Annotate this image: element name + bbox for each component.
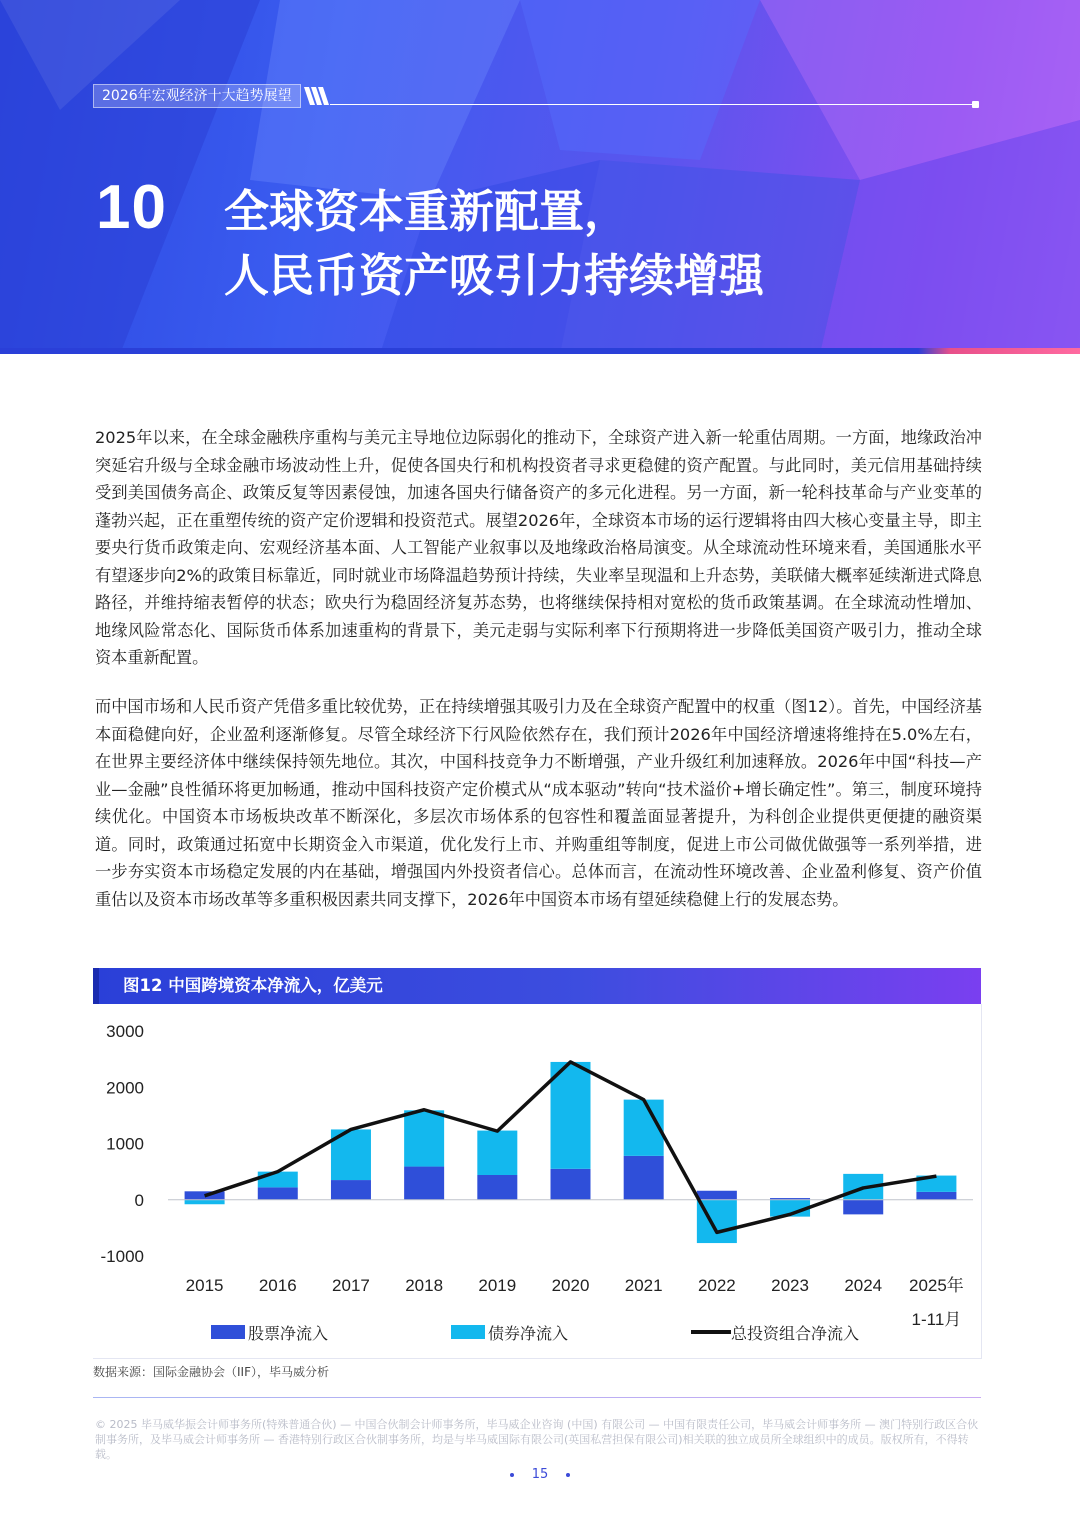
- x-tick-label: 2025年: [908, 1276, 964, 1295]
- x-tick-label: 2020: [551, 1276, 590, 1295]
- stock-bar: [258, 1187, 298, 1199]
- legend-swatch-stock: [211, 1325, 245, 1339]
- page-number: 15: [531, 1467, 549, 1482]
- body-paragraph-2: 而中国市场和人民币资产凭借多重比较优势，正在持续增强其吸引力及在全球资产配置中的权重（图12）。首先，中国经济基本面稳健向好，企业盈利逐渐修复。尽管全球经济下行风险依然存在，我们预计2026年中国经济增速将维持在5.0%左右，在世界主要经济体中继续保持领先地位。其次，中国科技竞争力不断增强，产业升级红利加速释放。2026年中国“科技—产业—金融”良性循环将更加畅通，推动中国科技资产定价模式从“成本驱动”转向“技术溢价+增长确定性”。第三，制度环境持续优化。中国资本市场板块改革不断深化，多层次市场体系的包容性和覆盖面显著提升，为科创企业提供更便捷的融资渠道。同时，政策通过拓宽中长期资金入市渠道，优化发行上市、并购重组等制度，促进上市公司做优做强等一系列举措，进一步夯实资本市场稳定发展的内在基础，增强国内外投资者信心。总体而言，在流动性环境改善、企业盈利修复、资产价值重估以及资本市场改革等多重积极因素共同支撑下，2026年中国资本市场有望延续稳健上行的发展态势。: [95, 697, 982, 909]
- bond-bar: [404, 1110, 444, 1166]
- bond-bar: [477, 1131, 517, 1175]
- footer-copyright: © 2025 毕马威华振会计师事务所(特殊普通合伙) — 中国合伙制会计师事务所，毕马威企业咨询 (中国) 有限公司 — 中国有限责任公司，毕马威会计师事务所 — 澳门特别行政区合伙制事务所，及毕马威会计师事务所 — 香港特别行政区合伙制事务所，均是与毕马威国际有限公司(英国私营担保有限公司)相关联的独立成员所全球组织中的成员。版权所有，不得转载。: [95, 1418, 979, 1461]
- hero-bottom-stripe: [0, 348, 1080, 354]
- y-tick-label: -1000: [100, 1247, 144, 1266]
- footer-divider: [93, 1397, 981, 1398]
- y-tick-label: 0: [134, 1190, 144, 1210]
- x-tick-label: 2024: [844, 1276, 883, 1295]
- page-number-row: [0, 1467, 1080, 1482]
- x-tick-label: 2022: [697, 1276, 736, 1295]
- tag-end-marker: [972, 101, 979, 108]
- x-tick-label: 2019: [478, 1276, 517, 1295]
- legend-label-stock: 股票净流入: [248, 1324, 329, 1343]
- x-tick-label: 2016: [258, 1276, 297, 1295]
- chevron-stripes-icon: [304, 87, 330, 105]
- tag-divider-line: [330, 104, 975, 105]
- bond-bar: [258, 1172, 298, 1188]
- x-tick-label: 1-11月: [911, 1310, 962, 1329]
- stock-bar: [624, 1156, 664, 1200]
- y-tick-label: 2000: [106, 1078, 144, 1098]
- figure-title: 图12 中国跨境资本净流入，亿美元: [123, 976, 383, 995]
- stock-bar: [477, 1175, 517, 1200]
- stock-bar: [697, 1191, 737, 1200]
- stock-bar: [843, 1200, 883, 1215]
- stock-bar: [404, 1167, 444, 1200]
- x-tick-label: 2015: [185, 1276, 224, 1295]
- legend-swatch-bond: [451, 1325, 485, 1339]
- x-tick-label: 2023: [771, 1276, 809, 1295]
- stock-bar: [551, 1169, 591, 1200]
- x-tick-label: 2021: [624, 1276, 663, 1295]
- page-dot-left: [510, 1473, 514, 1477]
- y-tick-label: 3000: [106, 1022, 144, 1041]
- stock-bar: [916, 1192, 956, 1200]
- legend-label-bond: 债券净流入: [488, 1324, 569, 1343]
- bond-bar: [185, 1200, 225, 1205]
- series-tag: 2026年宏观经济十大趋势展望: [93, 84, 301, 108]
- title-line-2: 人民币资产吸引力持续增强: [224, 249, 765, 302]
- figure-source: 数据来源：国际金融协会（IIF），毕马威分析: [93, 1365, 329, 1379]
- chart-svg: [93, 1004, 981, 1358]
- bond-bar: [551, 1062, 591, 1169]
- figure-title-accent: [93, 968, 99, 1004]
- hero-banner: [0, 0, 1080, 354]
- x-tick-label: 2018: [405, 1276, 444, 1295]
- figure-title-bar: [93, 968, 981, 1004]
- stock-bar: [331, 1180, 371, 1200]
- page-dot-right: [566, 1473, 570, 1477]
- chapter-number: 10: [96, 173, 167, 242]
- chart-container: [93, 1004, 982, 1359]
- y-tick-label: 1000: [106, 1134, 144, 1154]
- body-paragraph-1: 2025年以来，在全球金融秩序重构与美元主导地位边际弱化的推动下，全球资产进入新一轮重估周期。一方面，地缘政治冲突延宕升级与全球金融市场波动性上升，促使各国央行和机构投资者寻求更稳健的资产配置。与此同时，美元信用基础持续受到美国债务高企、政策反复等因素侵蚀，加速各国央行储备资产的多元化进程。另一方面，新一轮科技革命与产业变革的蓬勃兴起，正在重塑传统的资产定价逻辑和投资范式。展望2026年，全球资本市场的运行逻辑将由四大核心变量主导，即主要央行货币政策走向、宏观经济基本面、人工智能产业叙事以及地缘政治格局演变。从全球流动性环境来看，美国通胀水平有望逐步向2%的政策目标靠近，同时就业市场降温趋势预计持续，失业率呈现温和上升态势，美联储大概率延续渐进式降息路径，并维持缩表暂停的状态；欧央行为稳固经济复苏态势，也将继续保持相对宽松的货币政策基调。在全球流动性增加、地缘风险常态化、国际货币体系加速重构的背景下，美元走弱与实际利率下行预期将进一步降低美国资产吸引力，推动全球资本重新配置。: [95, 428, 982, 667]
- title-line-1: 全球资本重新配置，: [224, 185, 630, 238]
- page-title: [224, 180, 764, 308]
- x-tick-label: 2017: [332, 1276, 370, 1295]
- legend-label-total: 总投资组合净流入: [731, 1324, 860, 1343]
